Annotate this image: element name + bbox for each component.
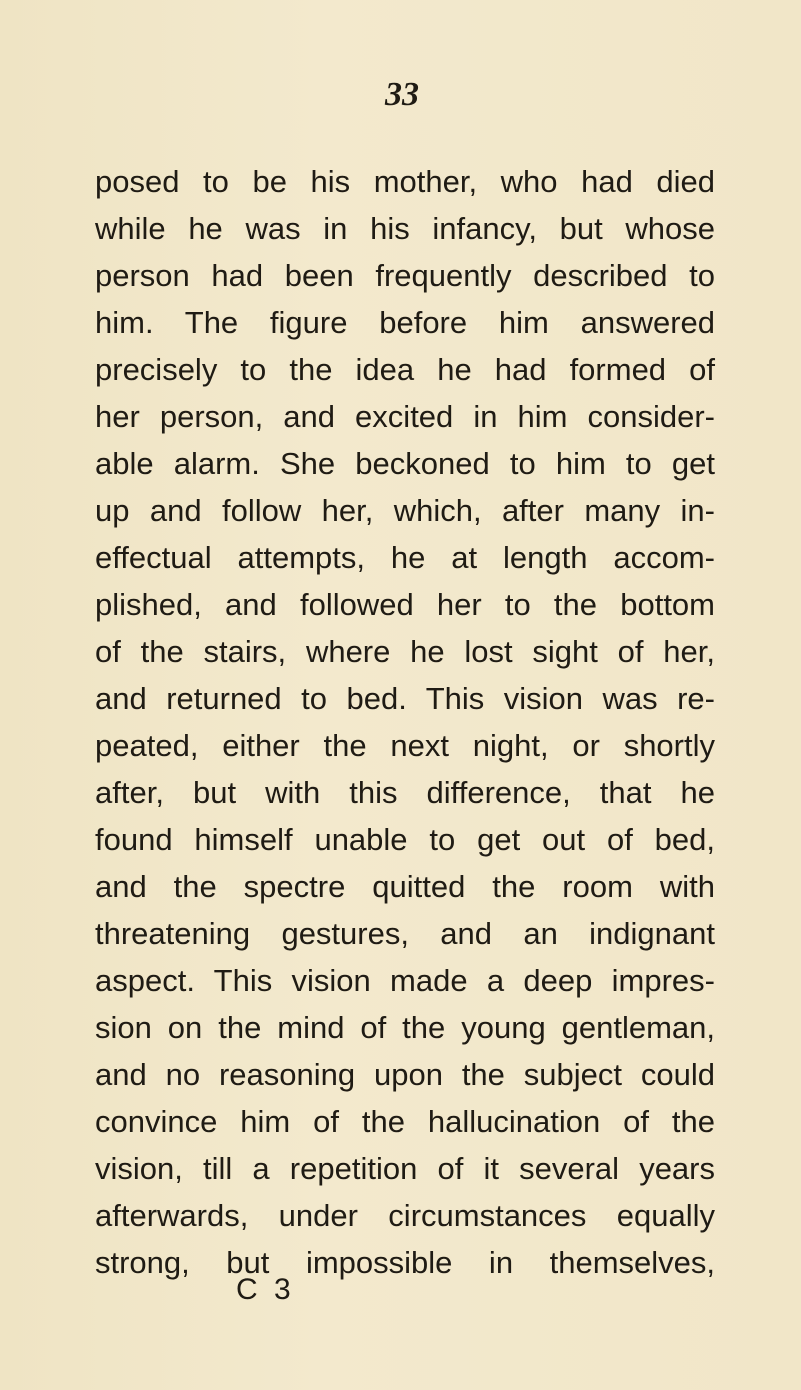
text-line-20: and no reasoning upon the subject could xyxy=(95,1057,715,1092)
text-line-10: plished, and followed her to the bottom xyxy=(95,587,715,622)
text-line-24: strong, but impossible in themselves, xyxy=(95,1245,715,1280)
text-line-15: found himself unable to get out of bed, xyxy=(95,822,715,857)
text-line-8: up and follow her, which, after many in- xyxy=(95,493,715,528)
text-line-4: him. The figure before him answered xyxy=(95,305,715,340)
body-text xyxy=(95,158,715,1286)
text-line-17: threatening gestures, and an indignant xyxy=(95,916,715,951)
text-line-22: vision, till a repetition of it several years xyxy=(95,1151,715,1186)
text-line-11: of the stairs, where he lost sight of her, xyxy=(95,634,715,669)
text-line-1: posed to be his mother, who had died xyxy=(95,164,715,199)
text-line-6: her person, and excited in him consider- xyxy=(95,399,715,434)
text-line-5: precisely to the idea he had formed of xyxy=(95,352,715,387)
text-line-7: able alarm. She beckoned to him to get xyxy=(95,446,715,481)
text-line-16: and the spectre quitted the room with xyxy=(95,869,715,904)
text-line-18: aspect. This vision made a deep impres- xyxy=(95,963,715,998)
text-line-14: after, but with this difference, that he xyxy=(95,775,715,810)
text-line-21: convince him of the hallucination of the xyxy=(95,1104,715,1139)
text-line-9: effectual attempts, he at length accom- xyxy=(95,540,715,575)
text-line-23: afterwards, under circumstances equally xyxy=(95,1198,715,1233)
text-line-12: and returned to bed. This vision was re- xyxy=(95,681,715,716)
text-line-19: sion on the mind of the young gentleman, xyxy=(95,1010,715,1045)
page-number: 33 xyxy=(385,76,419,113)
text-line-3: person had been frequently described to xyxy=(95,258,715,293)
signature-mark: C 3 xyxy=(236,1273,295,1306)
text-line-2: while he was in his infancy, but whose xyxy=(95,211,715,246)
text-line-13: peated, either the next night, or shortly xyxy=(95,728,715,763)
